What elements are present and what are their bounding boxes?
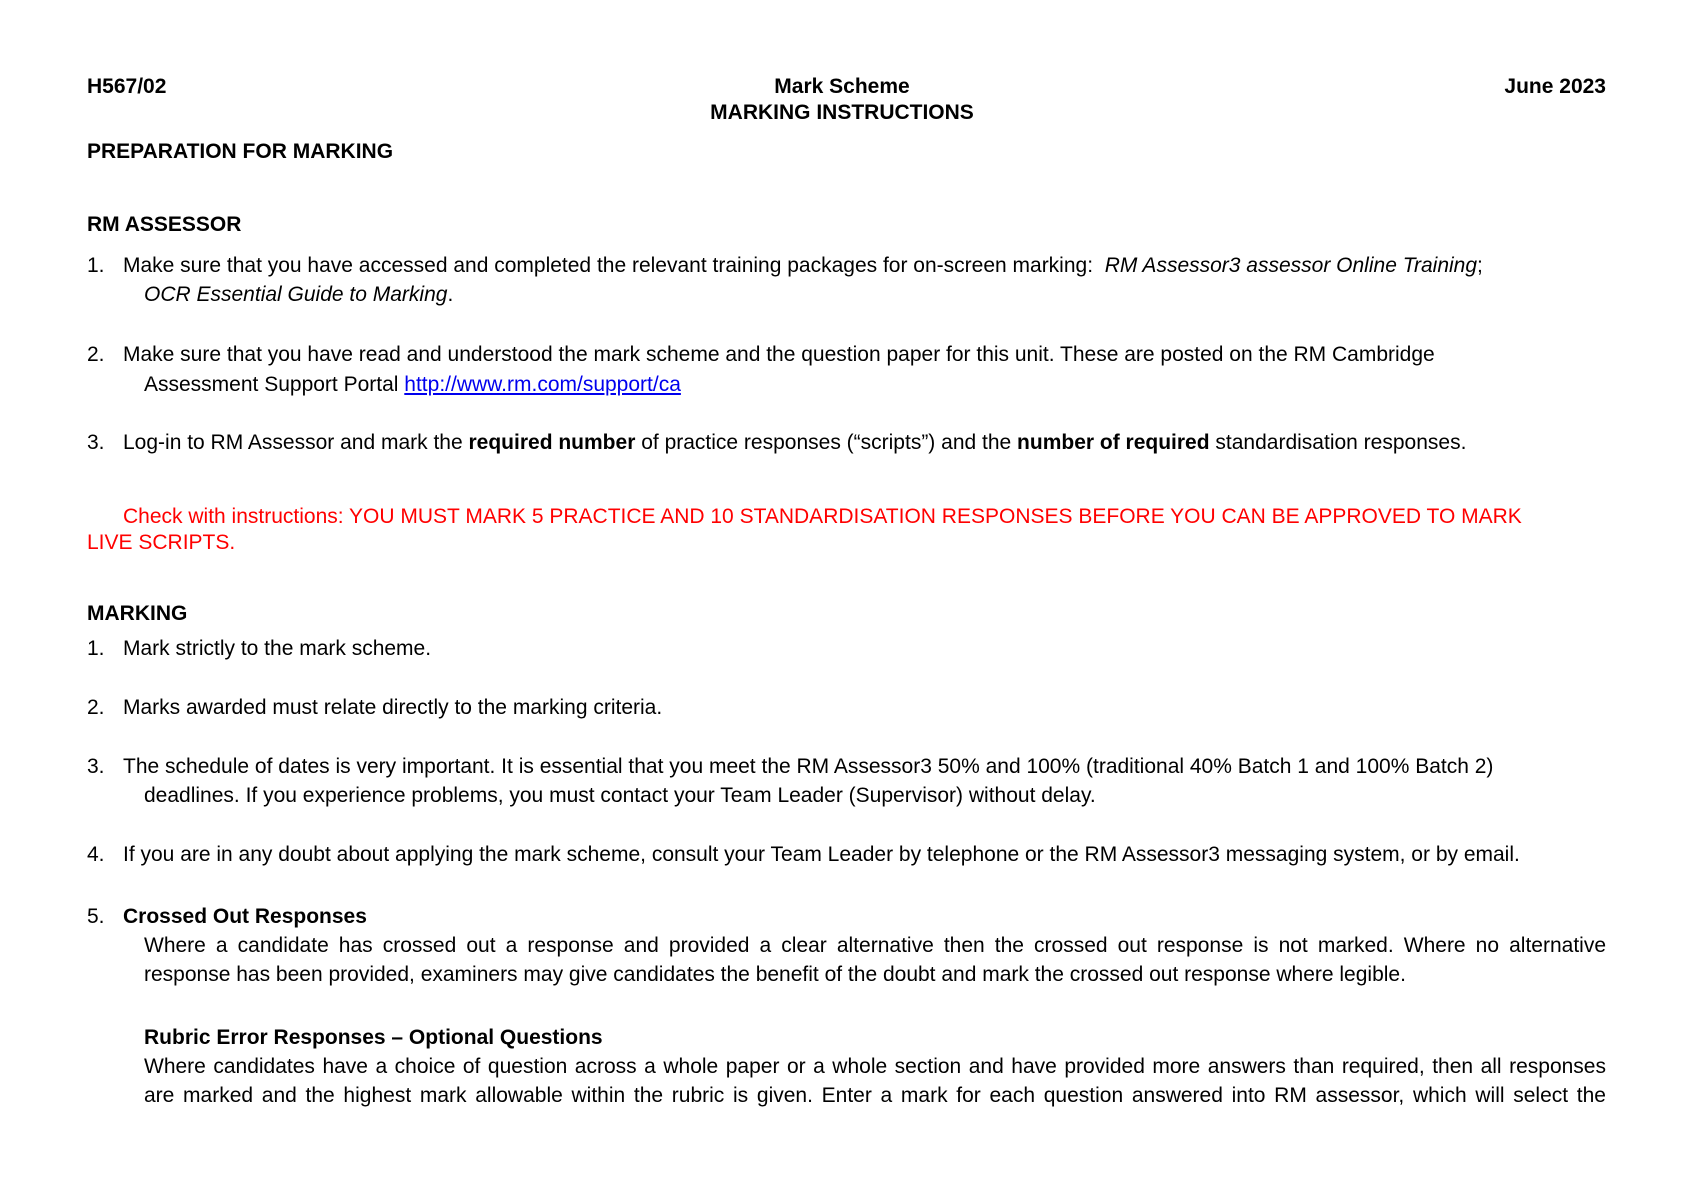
support-portal-link[interactable]: http://www.rm.com/support/ca [404, 373, 681, 396]
item-text: Make sure that you have read and understood the mark scheme and the question paper for this unit. These are posted on the RM Cambridge [123, 343, 1435, 366]
item-number: 4. [87, 843, 105, 866]
item-number: 2. [87, 696, 105, 719]
item-emphasis: required number [468, 431, 636, 454]
item-text: Make sure that you have accessed and completed the relevant training packages for on-screen marking: [123, 254, 1094, 277]
item-text: response has been provided, examiners may give candidates the benefit of the doubt and mark the crossed out response where legible. [144, 963, 1406, 986]
portal-label: Assessment Support Portal [144, 373, 399, 396]
warning-text-line2: LIVE SCRIPTS. [87, 531, 236, 554]
item-text: Where a candidate has crossed out a response and provided a clear alternative then the crossed out response is not marked. Where no alternative [144, 934, 1606, 957]
item-text: The schedule of dates is very important. It is essential that you meet the RM Assessor3 50% and 100% (traditional 40% Batch 1 and 100% Batch 2) [123, 755, 1494, 778]
rubric-error-heading: Rubric Error Responses – Optional Questions [144, 1026, 603, 1049]
item-text: Mark strictly to the mark scheme. [123, 637, 432, 660]
item-text: If you are in any doubt about applying the mark scheme, consult your Team Leader by telephone or the RM Assessor3 messaging system, or by email. [123, 843, 1520, 866]
item-number: 3. [87, 755, 105, 778]
item-number: 3. [87, 431, 105, 454]
exam-date: June 2023 [1504, 75, 1606, 98]
preparation-heading: PREPARATION FOR MARKING [87, 140, 394, 163]
item-end: . [447, 283, 454, 306]
crossed-out-heading: Crossed Out Responses [123, 905, 367, 928]
training-name: RM Assessor3 assessor Online Training [1104, 254, 1478, 277]
item-text: of practice responses (“scripts”) and the [641, 431, 1012, 454]
separator: ; [1477, 254, 1483, 277]
item-text: deadlines. If you experience problems, you must contact your Team Leader (Supervisor) without delay. [144, 784, 1096, 807]
item-number: 2. [87, 343, 105, 366]
item-emphasis: number of required [1017, 431, 1210, 454]
item-text: Log-in to RM Assessor and mark the [123, 431, 463, 454]
item-text: Where candidates have a choice of question across a whole paper or a whole section and have provided more answers than required, then all responses [144, 1055, 1606, 1078]
paper-code: H567/02 [87, 75, 167, 98]
item-number: 1. [87, 637, 105, 660]
warning-text-line1: Check with instructions: YOU MUST MARK 5 PRACTICE AND 10 STANDARDISATION RESPONSES BEFORE YOU CAN BE APPROVED TO MARK [123, 505, 1522, 528]
item-number: 5. [87, 905, 105, 928]
page-title: Mark Scheme [774, 75, 910, 98]
page-subtitle: MARKING INSTRUCTIONS [710, 101, 974, 124]
rm-assessor-heading: RM ASSESSOR [87, 213, 242, 236]
marking-heading: MARKING [87, 602, 188, 625]
item-text: standardisation responses. [1215, 431, 1467, 454]
guide-name: OCR Essential Guide to Marking [144, 283, 448, 306]
item-text: are marked and the highest mark allowable within the rubric is given. Enter a mark for each question answered into RM assessor, which will select the [144, 1084, 1606, 1107]
item-number: 1. [87, 254, 105, 277]
item-text: Marks awarded must relate directly to the marking criteria. [123, 696, 663, 719]
